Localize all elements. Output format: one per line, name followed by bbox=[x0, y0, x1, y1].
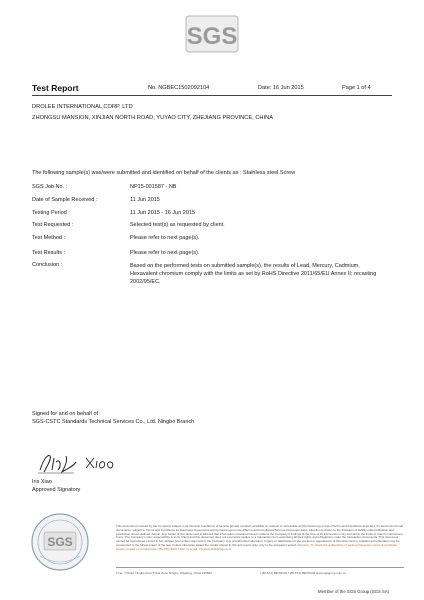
row-value-test-results: Please refer to next page(s). bbox=[130, 250, 200, 256]
row-label-test-requested: Test Requested : bbox=[32, 222, 74, 228]
client-address: ZHONGSU MANSION, XINJIAN NORTH ROAD, YUYAO CITY, ZHEJIANG PROVINCE, CHINA bbox=[32, 115, 274, 121]
signed-on-behalf bbox=[32, 410, 194, 426]
seal-logo-text: SGS bbox=[47, 535, 73, 549]
row-value-test-requested: Selected test(s) as requested by client. bbox=[130, 222, 225, 228]
footer-fine-print bbox=[116, 525, 404, 552]
footer-contact: t (86-574) 89070249 f (86-574) 89070242 www.sgsgroup.com.cn bbox=[260, 571, 347, 575]
report-title: Test Report bbox=[32, 83, 79, 93]
footer-address: 1 No. 7 Road, Ningbo Free Trade Zone Ningbo, Zhejiang, China 315800 bbox=[116, 571, 212, 575]
footer-divider bbox=[116, 567, 404, 568]
intro-text: The following sample(s) was/were submitted and identified on behalf of the clients as : Stainless steel Screw bbox=[32, 170, 296, 176]
signer-block bbox=[32, 478, 80, 494]
row-label-conclusion: Conclusion : bbox=[32, 262, 63, 268]
sgs-logo bbox=[184, 14, 240, 54]
signed-line-2: SGS-CSTC Standards Technical Services Co., Ltd. Ningbo Branch bbox=[32, 419, 195, 425]
row-value-job-no: NP15-001587 - NB bbox=[130, 184, 177, 190]
row-value-test-method: Please refer to next page(s). bbox=[130, 235, 200, 241]
row-label-test-results: Test Results : bbox=[32, 250, 66, 256]
client-name: DROLEE INTERNATIONAL CORP. LTD bbox=[32, 104, 133, 110]
handwritten-signature bbox=[34, 448, 129, 476]
member-of-sgs-group: Member of the SGS Group (SGS SA) bbox=[318, 589, 390, 594]
row-label-test-method: Test Method : bbox=[32, 235, 66, 241]
signer-name: Iris Xiao bbox=[32, 479, 52, 485]
signer-title: Approved Signatory bbox=[32, 487, 81, 493]
row-value-conclusion: Based on the performed tests on submitted sample(s), the results of Lead, Mercury, Cadmium, Hexavalent chromium comply with the limits as set by RoHS Directive 2011/65/EU Annex II; recasting 2002/95/EC. bbox=[130, 263, 377, 285]
page-number: Page 1 of 4 bbox=[342, 85, 371, 91]
row-value-sample-received: 11 Jun 2015 bbox=[130, 197, 160, 203]
row-label-job-no: SGS Job No. : bbox=[32, 184, 68, 190]
row-label-testing-period: Testing Period : bbox=[32, 210, 70, 216]
sgs-seal-icon bbox=[30, 512, 90, 572]
header-divider bbox=[32, 95, 392, 96]
row-label-sample-received: Date of Sample Received : bbox=[32, 197, 98, 203]
report-date: Date: 16 Jun 2015 bbox=[258, 85, 304, 91]
footer-authenticity-text: Attention: To check the authenticity of testing /inspection report & certificate, please contact us at telephone: (86-755) 8307 1443, or email: CN.Doccheck@sgs.com bbox=[116, 542, 398, 551]
report-number: No. NGBEC1502092104 bbox=[148, 85, 210, 91]
row-value-testing-period: 11 Jun 2015 - 16 Jun 2015 bbox=[130, 210, 196, 216]
sgs-logo-text: SGS bbox=[186, 23, 238, 50]
signed-line-1: Signed for and on behalf of bbox=[32, 411, 99, 417]
footer-terms-text: This document is issued by the Company subject to its General Conditions of Service printed overleaf, available on request or accessible at http://www.sgs.com/en/Terms-and-Conditions.aspx and, for electronic format documents, subject to Terms and Conditions for Electronic Documents at http://www.sgs.com/en/Terms-and-Conditions/Terms-e-Document.aspx. Attention is drawn to the limitation of liability, indemnification and jurisdiction issues defined therein. Any holder of this document is advised that information contained hereon reflects the Company's findings at the time of its intervention only and within the limits of Client's instructions, if any. The Company's sole responsibility is to its Client and this document does not exonerate parties to a transaction from exercising all their rights and obligations under the transaction documents. This document cannot be reproduced except in full, without prior written approval of the Company. Any unauthorized alteration, forgery or falsification of the content or appearance of this document is unlawful and offenders may be prosecuted to the fullest extent of the law. Unless otherwise stated the results shown in this test report refer only to the sample(s) tested. bbox=[116, 524, 404, 547]
